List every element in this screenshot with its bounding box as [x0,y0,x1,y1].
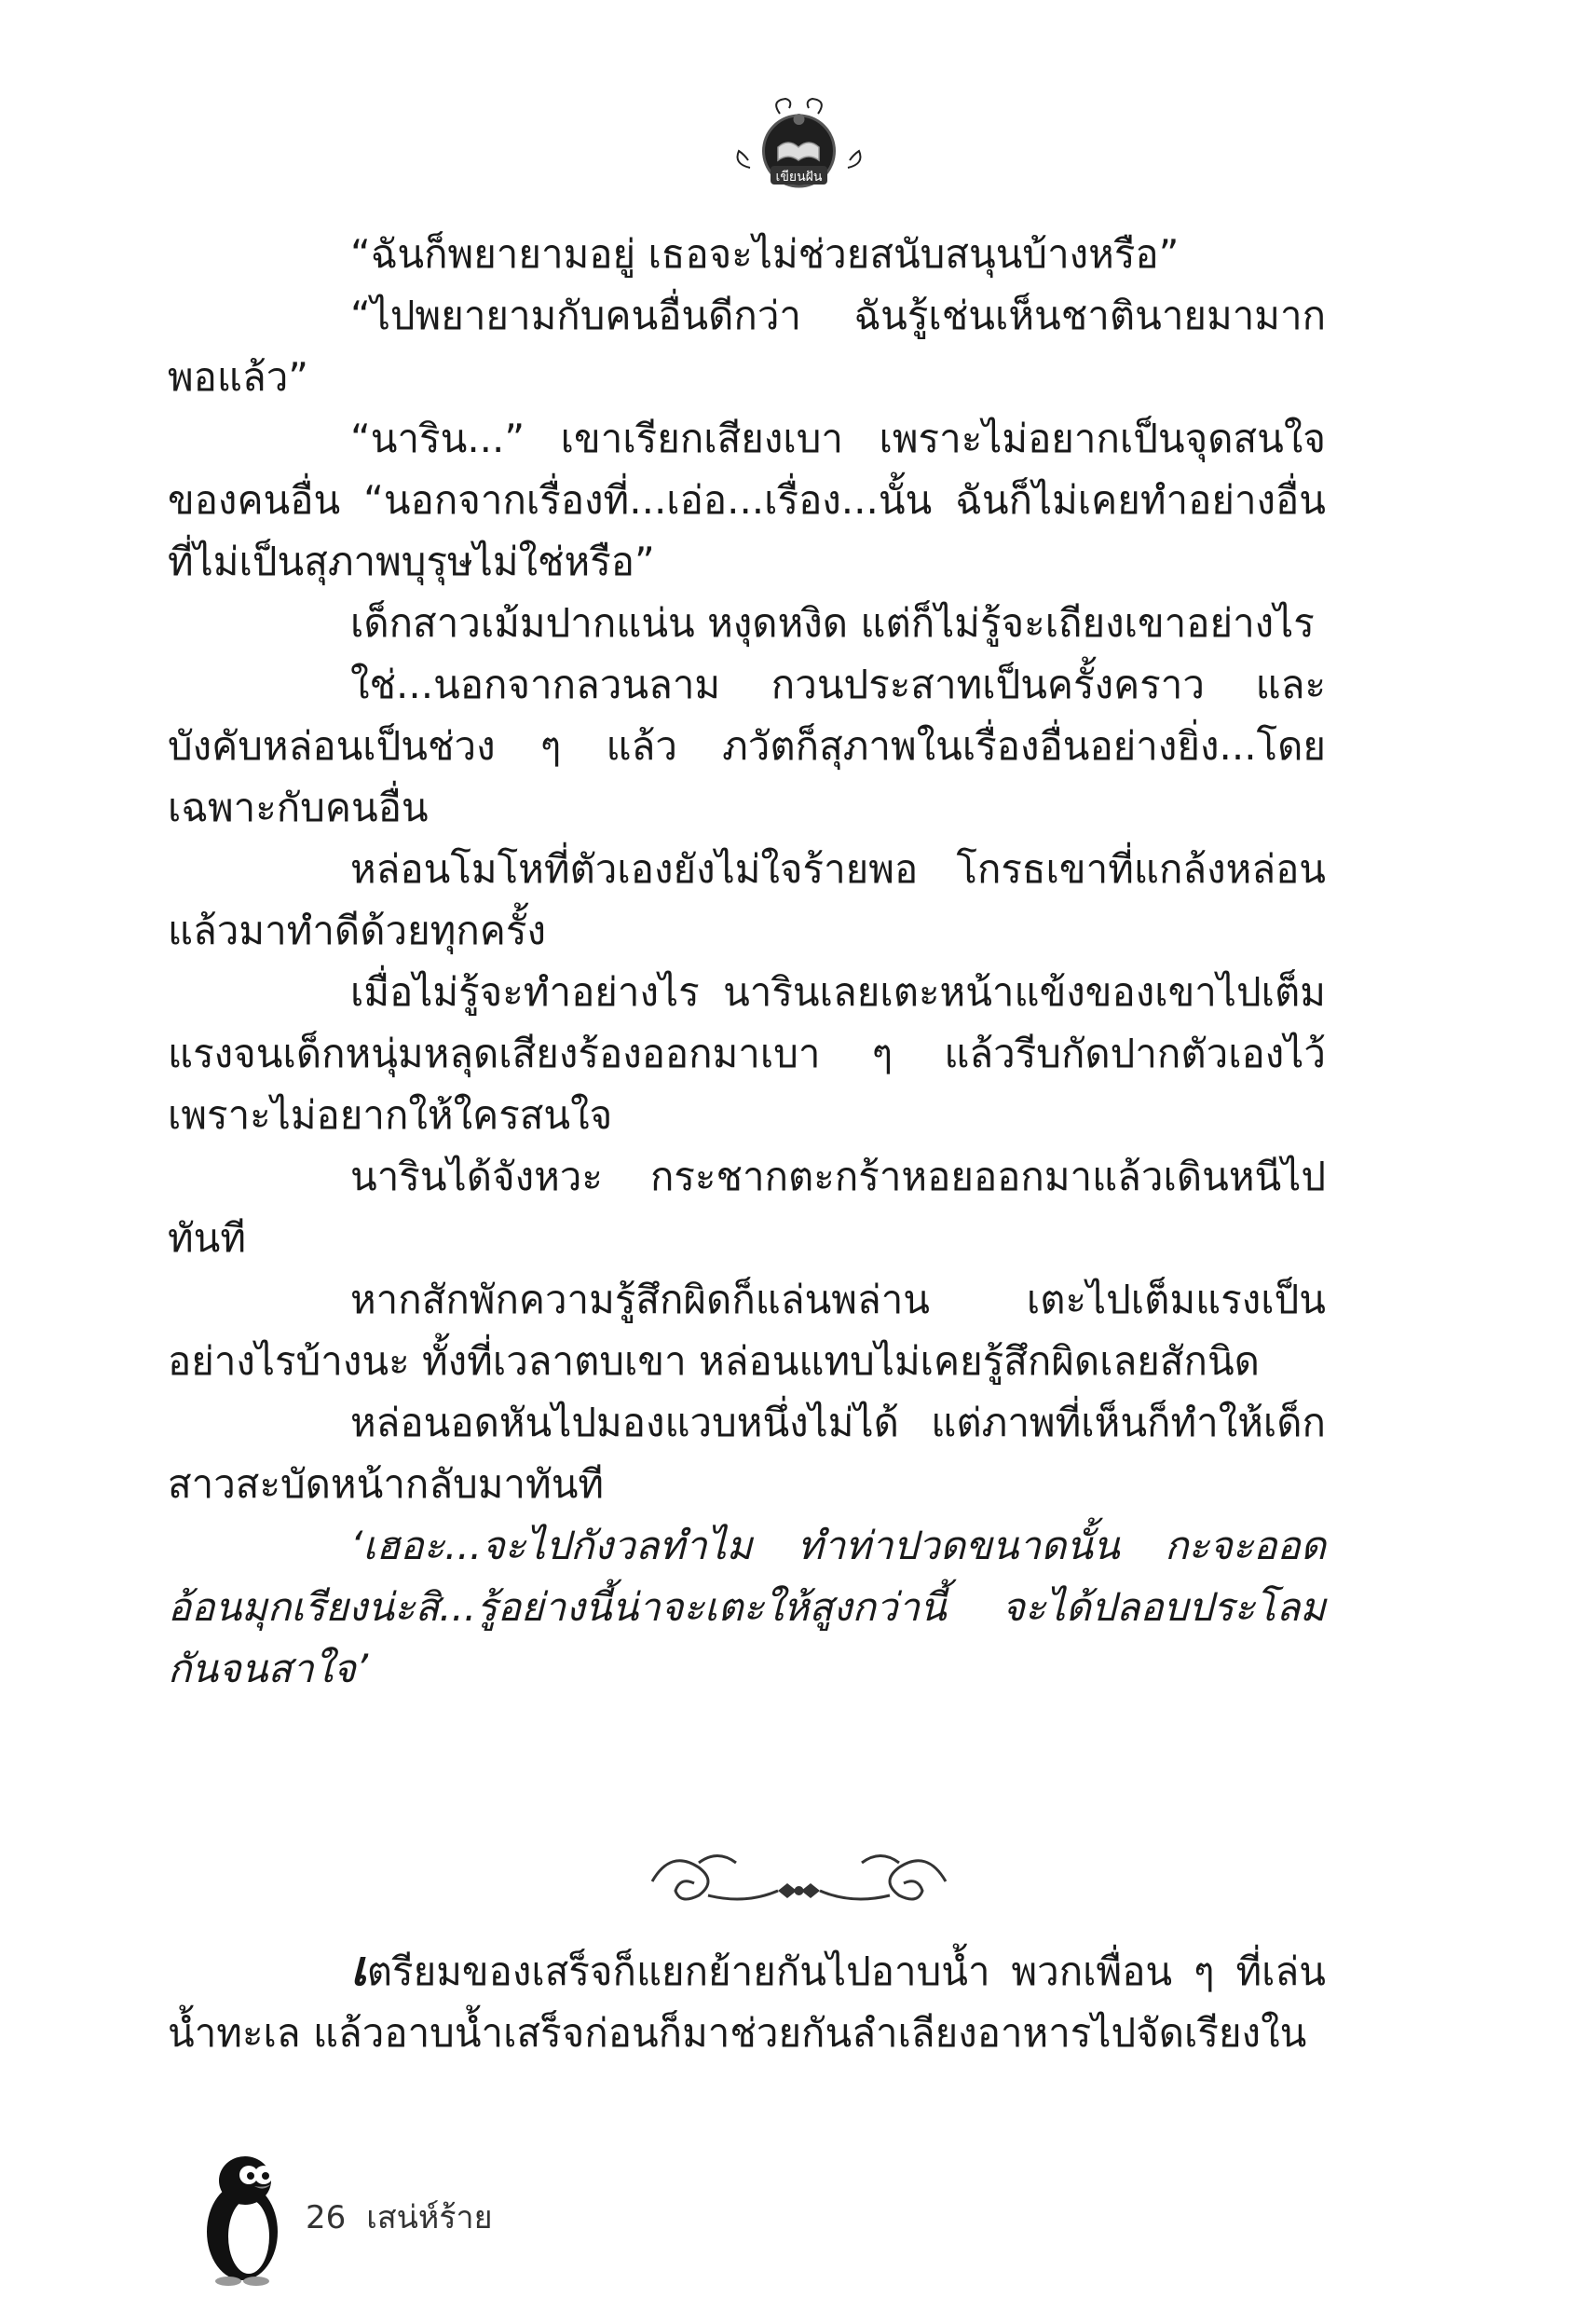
paragraph: ใช่...นอกจากลวนลาม กวนประสาทเป็นครั้งคราว และบังคับหล่อนเป็นช่วง ๆ แล้ว ภวัตก็สุภาพในเรื่องอื่นอย่างยิ่ง...โดยเฉพาะกับคนอื่น [168,662,1326,830]
paragraph: “ไปพยายามกับคนอื่นดีกว่า ฉันรู้เช่นเห็นชาตินายมามากพอแล้ว” [168,293,1326,400]
paragraph: เมื่อไม่รู้จะทำอย่างไร นารินเลยเตะหน้าแข้งของเขาไปเต็มแรงจนเด็กหนุ่มหลุดเสียงร้องออกมาเบา ๆ แล้วรีบกัดปากตัวเองไว้เพราะไม่อยากให้ใครสนใจ [168,969,1326,1138]
book-title: เสน่ห์ร้าย [366,2199,493,2236]
paragraph: เด็กสาวเม้มปากแน่น หงุดหงิด แต่ก็ไม่รู้จะเถียงเขาอย่างไร [350,600,1315,646]
body-text [168,224,1326,1700]
paragraph: “ฉันก็พยายามอยู่ เธอจะไม่ช่วยสนับสนุนบ้างหรือ” [350,231,1180,277]
paragraph: ‘เฮอะ...จะไปกังวลทำไม ทำท่าปวดขนาดนั้น กะจะออดอ้อนมุกเรียงน่ะสิ...รู้อย่างนี้น่าจะเตะให้สูงกว่านี้ จะได้ปลอบประโลมกันจนสาใจ’ [168,1523,1326,1691]
paragraph: หากสักพักความรู้สึกผิดก็แล่นพล่าน เตะไปเต็มแรงเป็นอย่างไรบ้างนะ ทั้งที่เวลาตบเขา หล่อนแทบไม่เคยรู้สึกผิดเลยสักนิด [168,1277,1326,1384]
section2-text [168,1938,1326,2064]
page-number: 26 [306,2199,347,2236]
drop-cap: เ [350,1941,367,1997]
paragraph: หล่อนอดหันไปมองแวบหนึ่งไม่ได้ แต่ภาพที่เห็นก็ทำให้เด็กสาวสะบัดหน้ากลับมาทันที [168,1400,1326,1507]
penguin-icon [191,2143,293,2288]
header-logo [731,93,866,200]
section2-rest: ตรียมของเสร็จก็แยกย้ายกันไปอาบน้ำ พวกเพื่อน ๆ ที่เล่นน้ำทะเล แล้วอาบน้ำเสร็จก่อนก็มาช่วยกันลำเลียงอาหารไปจัดเรียงใน [168,1949,1326,2056]
paragraph: หล่อนโมโหที่ตัวเองยังไม่ใจร้ายพอ โกรธเขาที่แกล้งหล่อนแล้วมาทำดีด้วยทุกครั้ง [168,846,1326,953]
page-footer [306,2192,493,2242]
paragraph: นารินได้จังหวะ กระชากตะกร้าหอยออกมาแล้วเดินหนีไปทันที [168,1154,1326,1261]
paragraph: “นาริน...” เขาเรียกเสียงเบา เพราะไม่อยากเป็นจุดสนใจของคนอื่น “นอกจากเรื่องที่...เอ่อ...เรื่อง...นั้น ฉันก็ไม่เคยทำอย่างอื่นที่ไม่เป็นสุภาพบุรุษไม่ใช่หรือ” [168,416,1326,584]
section2-paragraph [168,1938,1326,2064]
logo-text: เขียนฝัน [775,170,823,185]
ornament-divider-icon [643,1839,955,1923]
